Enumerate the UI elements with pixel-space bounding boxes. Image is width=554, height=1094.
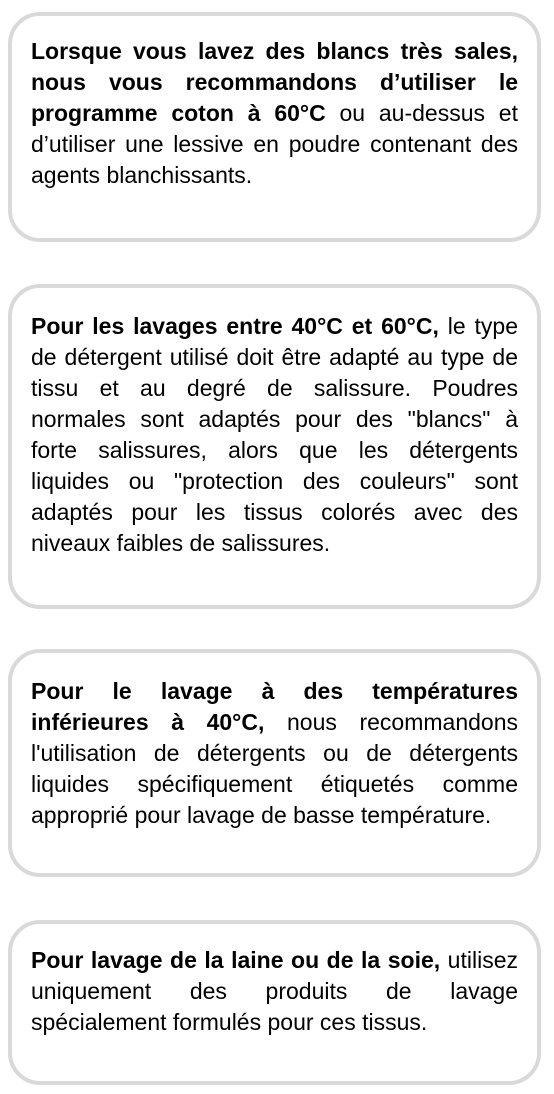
card-heading-text: Pour les lavages entre 40°C et 60°C, (31, 313, 439, 339)
card-paragraph (31, 945, 518, 1038)
card-heading-text: Pour le lavage à des températures inférieures à 40°C, (31, 678, 518, 735)
card-heading-text: Lorsque vous lavez des blancs très sales, nous vous recommandons d’utiliser le programme coton à 60°C (31, 38, 518, 126)
card-body-text: utilisez uniquement des produits de lavage spécialement formulés pour ces tissus. (31, 947, 518, 1035)
info-card-below-40 (8, 649, 541, 877)
card-body-text: nous recommandons l'utilisation de détergents ou de détergents liquides spécifiquement étiquetés comme approprié pour lavage de basse température. (31, 709, 518, 828)
card-paragraph (31, 311, 518, 559)
card-body-text: ou au-dessus et d’utiliser une lessive en poudre contenant des agents blanchissants. (31, 100, 518, 188)
info-card-whites (8, 12, 541, 242)
info-card-wool-silk (8, 920, 541, 1085)
card-paragraph (31, 676, 518, 831)
card-paragraph (31, 36, 518, 191)
info-card-40-60 (8, 284, 541, 609)
card-body-text: le type de détergent utilisé doit être adapté au type de tissu et au degré de salissure. Poudres normales sont adaptés pour des "blancs" à forte salissures, alors que les détergents liquides ou "protection des couleurs" sont adaptés pour les tissus colorés avec des niveaux faibles de salissures. (31, 313, 518, 556)
card-heading-text: Pour lavage de la laine ou de la soie, (31, 947, 441, 973)
